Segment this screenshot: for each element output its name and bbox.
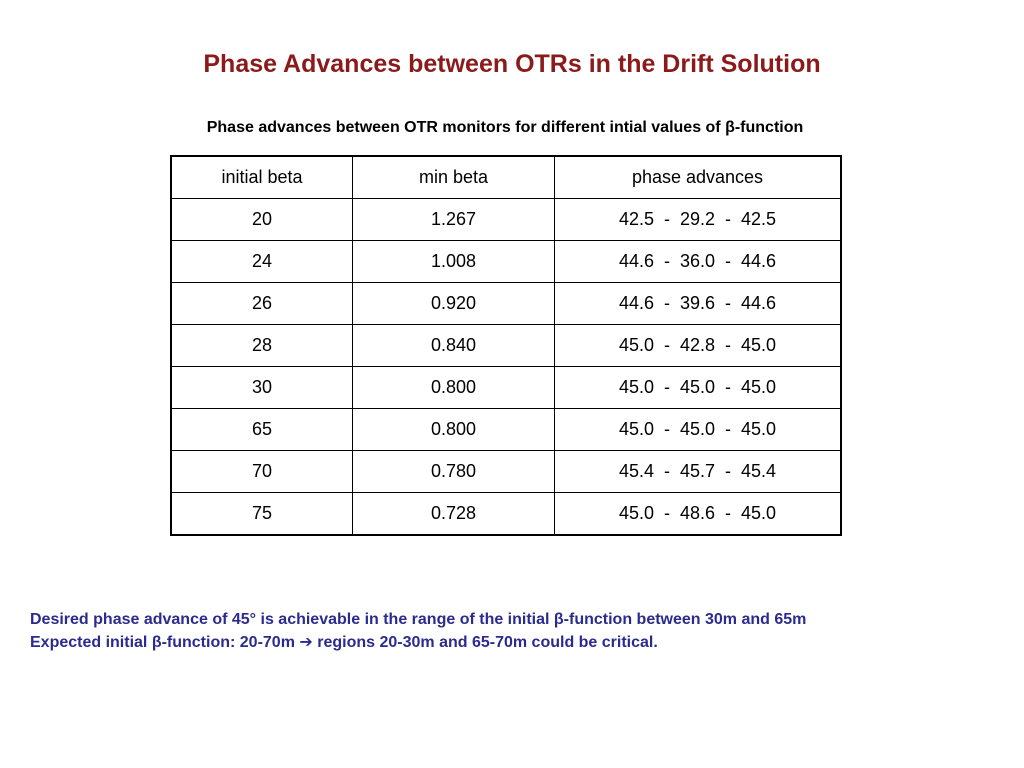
right-arrow-icon: ➔ xyxy=(299,634,313,651)
cell-phase-advances: 44.6 - 39.6 - 44.6 xyxy=(555,283,842,325)
cell-phase-advances: 44.6 - 36.0 - 44.6 xyxy=(555,241,842,283)
cell-phase-advances: 45.0 - 48.6 - 45.0 xyxy=(555,493,842,536)
cell-min-beta: 0.728 xyxy=(353,493,555,536)
cell-phase-advances: 45.0 - 45.0 - 45.0 xyxy=(555,367,842,409)
table-row xyxy=(171,241,841,283)
phase-advance-table xyxy=(170,155,842,536)
cell-initial-beta: 65 xyxy=(171,409,353,451)
column-header-initial-beta: initial beta xyxy=(171,156,353,199)
page-title: Phase Advances between OTRs in the Drift Solution xyxy=(203,50,821,78)
cell-min-beta: 0.800 xyxy=(353,367,555,409)
note-desired-phase-advance: Desired phase advance of 45° is achievable in the range of the initial β-function between 30m and 65m xyxy=(30,611,807,628)
cell-phase-advances: 42.5 - 29.2 - 42.5 xyxy=(555,199,842,241)
cell-phase-advances: 45.4 - 45.7 - 45.4 xyxy=(555,451,842,493)
note-critical-regions: regions 20-30m and 65-70m could be critical. xyxy=(317,634,658,651)
table-row xyxy=(171,325,841,367)
table-row xyxy=(171,409,841,451)
note-expected-range: Expected initial β-function: 20-70m xyxy=(30,634,295,651)
phase-advance-table-container xyxy=(170,155,836,529)
cell-min-beta: 0.840 xyxy=(353,325,555,367)
cell-initial-beta: 24 xyxy=(171,241,353,283)
table-row xyxy=(171,367,841,409)
table-header-row xyxy=(171,156,841,199)
table-row xyxy=(171,199,841,241)
conclusion-notes xyxy=(30,608,1010,654)
column-header-phase-advances: phase advances xyxy=(555,156,842,199)
cell-initial-beta: 30 xyxy=(171,367,353,409)
cell-min-beta: 1.267 xyxy=(353,199,555,241)
cell-initial-beta: 75 xyxy=(171,493,353,536)
column-header-min-beta: min beta xyxy=(353,156,555,199)
cell-min-beta: 0.780 xyxy=(353,451,555,493)
cell-initial-beta: 20 xyxy=(171,199,353,241)
cell-min-beta: 0.800 xyxy=(353,409,555,451)
table-row xyxy=(171,451,841,493)
table-row xyxy=(171,493,841,536)
cell-initial-beta: 26 xyxy=(171,283,353,325)
cell-initial-beta: 70 xyxy=(171,451,353,493)
table-row xyxy=(171,283,841,325)
cell-phase-advances: 45.0 - 45.0 - 45.0 xyxy=(555,409,842,451)
cell-phase-advances: 45.0 - 42.8 - 45.0 xyxy=(555,325,842,367)
note-expected-initial-beta xyxy=(30,631,1010,654)
table-caption: Phase advances between OTR monitors for different intial values of β-function xyxy=(206,119,804,136)
cell-initial-beta: 28 xyxy=(171,325,353,367)
cell-min-beta: 0.920 xyxy=(353,283,555,325)
cell-min-beta: 1.008 xyxy=(353,241,555,283)
